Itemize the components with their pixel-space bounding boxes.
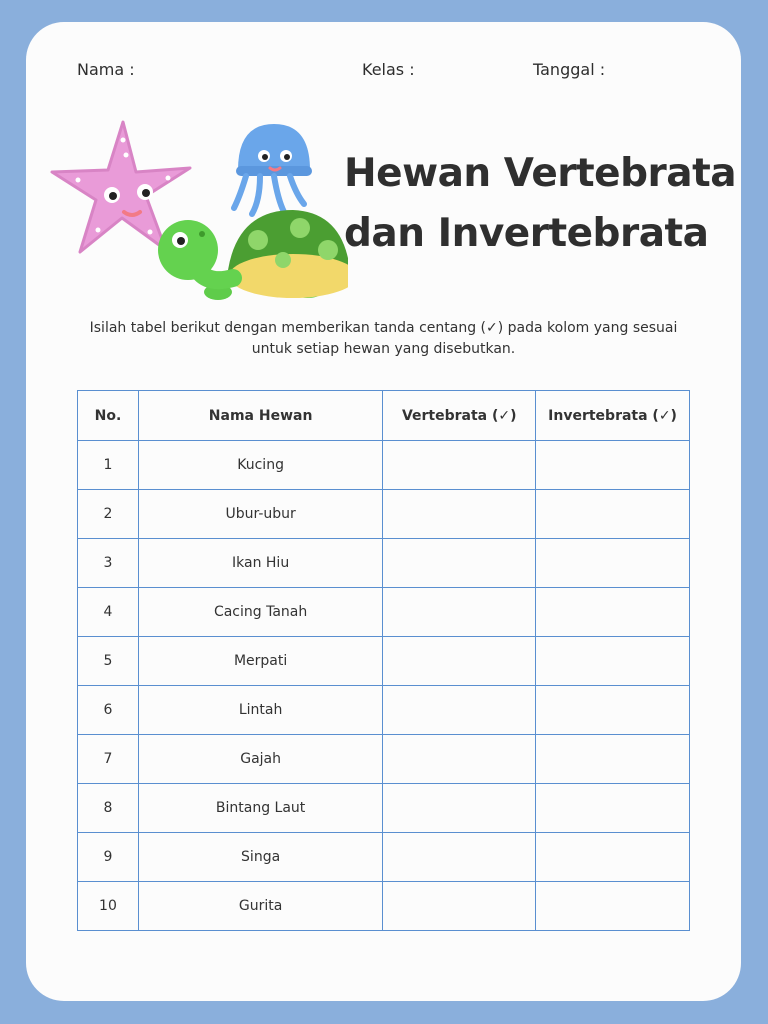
invertebrata-check-cell[interactable] xyxy=(536,441,690,490)
vertebrata-check-cell[interactable] xyxy=(383,588,536,637)
vertebrata-check-cell[interactable] xyxy=(383,490,536,539)
invertebrata-check-cell[interactable] xyxy=(536,686,690,735)
row-animal-name: Ubur-ubur xyxy=(138,490,382,539)
row-number: 1 xyxy=(78,441,139,490)
instructions-line-1: Isilah tabel berikut dengan memberikan tanda centang (✓) pada kolom yang sesuai xyxy=(89,320,678,336)
invertebrata-check-cell[interactable] xyxy=(536,490,690,539)
worksheet-card xyxy=(26,22,741,1001)
table-row xyxy=(78,735,690,784)
row-number: 5 xyxy=(78,637,139,686)
row-animal-name: Singa xyxy=(138,833,382,882)
table-row xyxy=(78,490,690,539)
row-animal-name: Cacing Tanah xyxy=(138,588,382,637)
row-animal-name: Bintang Laut xyxy=(138,784,382,833)
row-animal-name: Gajah xyxy=(138,735,382,784)
row-number: 9 xyxy=(78,833,139,882)
instructions-line-2: untuk setiap hewan yang disebutkan. xyxy=(251,341,516,357)
table-row xyxy=(78,441,690,490)
table-row xyxy=(78,637,690,686)
invertebrata-check-cell[interactable] xyxy=(536,539,690,588)
row-animal-name: Merpati xyxy=(138,637,382,686)
vertebrata-check-cell[interactable] xyxy=(383,735,536,784)
row-number: 4 xyxy=(78,588,139,637)
animal-classification-table xyxy=(77,390,690,931)
vertebrata-check-cell[interactable] xyxy=(383,441,536,490)
header-invertebrata: Invertebrata (✓) xyxy=(536,391,690,441)
invertebrata-check-cell[interactable] xyxy=(536,784,690,833)
class-field-label[interactable]: Kelas : xyxy=(362,60,415,79)
row-number: 8 xyxy=(78,784,139,833)
row-number: 2 xyxy=(78,490,139,539)
invertebrata-check-cell[interactable] xyxy=(536,735,690,784)
header-vertebrata: Vertebrata (✓) xyxy=(383,391,536,441)
header-no: No. xyxy=(78,391,139,441)
invertebrata-check-cell[interactable] xyxy=(536,588,690,637)
table-row xyxy=(78,784,690,833)
vertebrata-check-cell[interactable] xyxy=(383,686,536,735)
page-title xyxy=(344,144,736,264)
turtle-icon xyxy=(158,210,348,300)
row-animal-name: Gurita xyxy=(138,882,382,931)
row-animal-name: Kucing xyxy=(138,441,382,490)
instructions-text xyxy=(66,318,701,360)
invertebrata-check-cell[interactable] xyxy=(536,833,690,882)
header-animal-name: Nama Hewan xyxy=(138,391,382,441)
row-animal-name: Lintah xyxy=(138,686,382,735)
date-field-label[interactable]: Tanggal : xyxy=(533,60,606,79)
vertebrata-check-cell[interactable] xyxy=(383,784,536,833)
jellyfish-icon xyxy=(234,124,312,214)
vertebrata-check-cell[interactable] xyxy=(383,882,536,931)
row-number: 10 xyxy=(78,882,139,931)
table-row xyxy=(78,686,690,735)
row-number: 6 xyxy=(78,686,139,735)
row-animal-name: Ikan Hiu xyxy=(138,539,382,588)
table-header-row xyxy=(78,391,690,441)
table-row xyxy=(78,882,690,931)
row-number: 7 xyxy=(78,735,139,784)
sea-animals-illustration xyxy=(38,100,348,305)
invertebrata-check-cell[interactable] xyxy=(536,882,690,931)
table-row xyxy=(78,539,690,588)
vertebrata-check-cell[interactable] xyxy=(383,539,536,588)
invertebrata-check-cell[interactable] xyxy=(536,637,690,686)
row-number: 3 xyxy=(78,539,139,588)
table-row xyxy=(78,588,690,637)
vertebrata-check-cell[interactable] xyxy=(383,637,536,686)
title-line-1: Hewan Vertebrata xyxy=(344,151,737,196)
title-line-2: dan Invertebrata xyxy=(344,211,709,256)
vertebrata-check-cell[interactable] xyxy=(383,833,536,882)
name-field-label[interactable]: Nama : xyxy=(77,60,135,79)
table-row xyxy=(78,833,690,882)
